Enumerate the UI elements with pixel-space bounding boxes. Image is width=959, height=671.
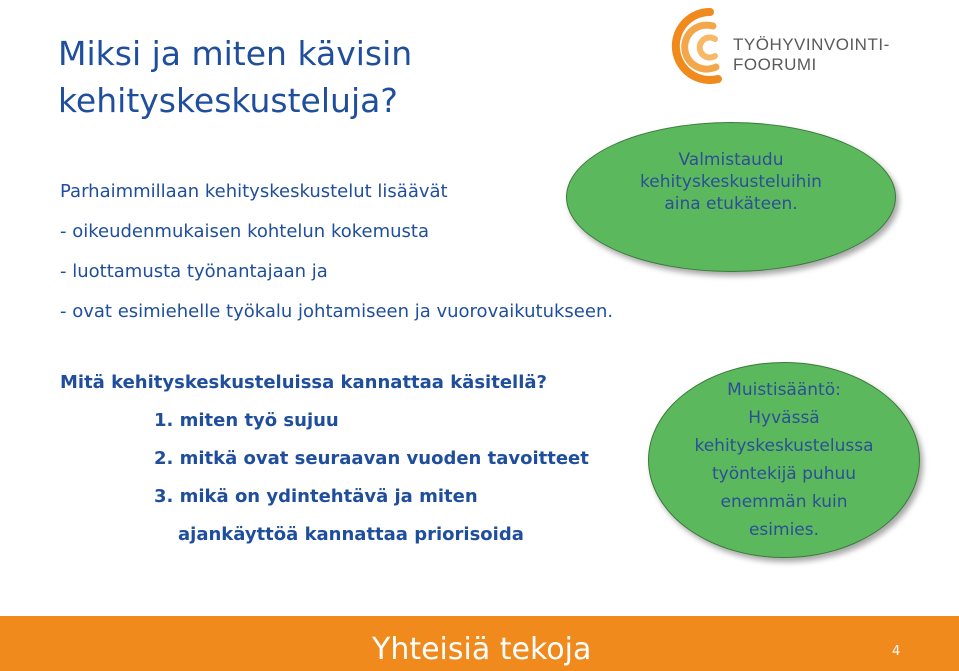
bubble-line: Valmistaudu	[678, 150, 784, 170]
question-item: 2. mitkä ovat seuraavan vuoden tavoitteet	[154, 448, 589, 469]
slide-title	[58, 30, 618, 124]
logo-text-line-1: TYÖHYVINVOINTI-	[733, 35, 890, 54]
intro-item: - ovat esimiehelle työkalu johtamiseen ja vuorovaikutukseen.	[60, 301, 614, 322]
intro-lead: Parhaimmillaan kehityskeskustelut lisäävät	[60, 181, 448, 202]
logo-text-line-2: FOORUMI	[733, 55, 817, 74]
intro-item: - oikeudenmukaisen kohtelun kokemusta	[60, 221, 429, 242]
footer-bar	[0, 616, 959, 671]
page-number: 4	[892, 644, 901, 659]
questions-section	[60, 364, 589, 554]
tyohyvinvointifoorumi-logo	[670, 4, 920, 94]
bubble-line: Hyvässä	[748, 408, 820, 428]
intro-item: - luottamusta työnantajaan ja	[60, 261, 328, 282]
rule-of-thumb-bubble	[648, 362, 920, 558]
bubble-line: kehityskeskusteluihin	[640, 172, 822, 192]
bubble-line: esimies.	[748, 520, 820, 540]
questions-heading: Mitä kehityskeskusteluissa kannattaa käsitellä?	[60, 372, 547, 393]
prepare-bubble	[566, 122, 896, 272]
bubble-line: aina etukäteen.	[664, 194, 798, 214]
question-item: 1. miten työ sujuu	[154, 410, 339, 431]
title-line-2: kehityskeskusteluja?	[58, 81, 398, 120]
question-item: 3. mikä on ydintehtävä ja miten	[154, 486, 478, 507]
bubble-line: enemmän kuin	[720, 492, 848, 512]
bubble-line: kehityskeskustelussa	[694, 436, 874, 456]
title-line-1: Miksi ja miten kävisin	[58, 34, 413, 73]
bubble-line: Muistisääntö:	[727, 380, 841, 400]
intro-section	[60, 172, 613, 332]
question-item-continuation: ajankäyttöä kannattaa priorisoida	[178, 524, 524, 545]
footer-slogan: Yhteisiä tekoja	[372, 632, 592, 667]
bubble-line: työntekijä puhuu	[711, 464, 857, 484]
